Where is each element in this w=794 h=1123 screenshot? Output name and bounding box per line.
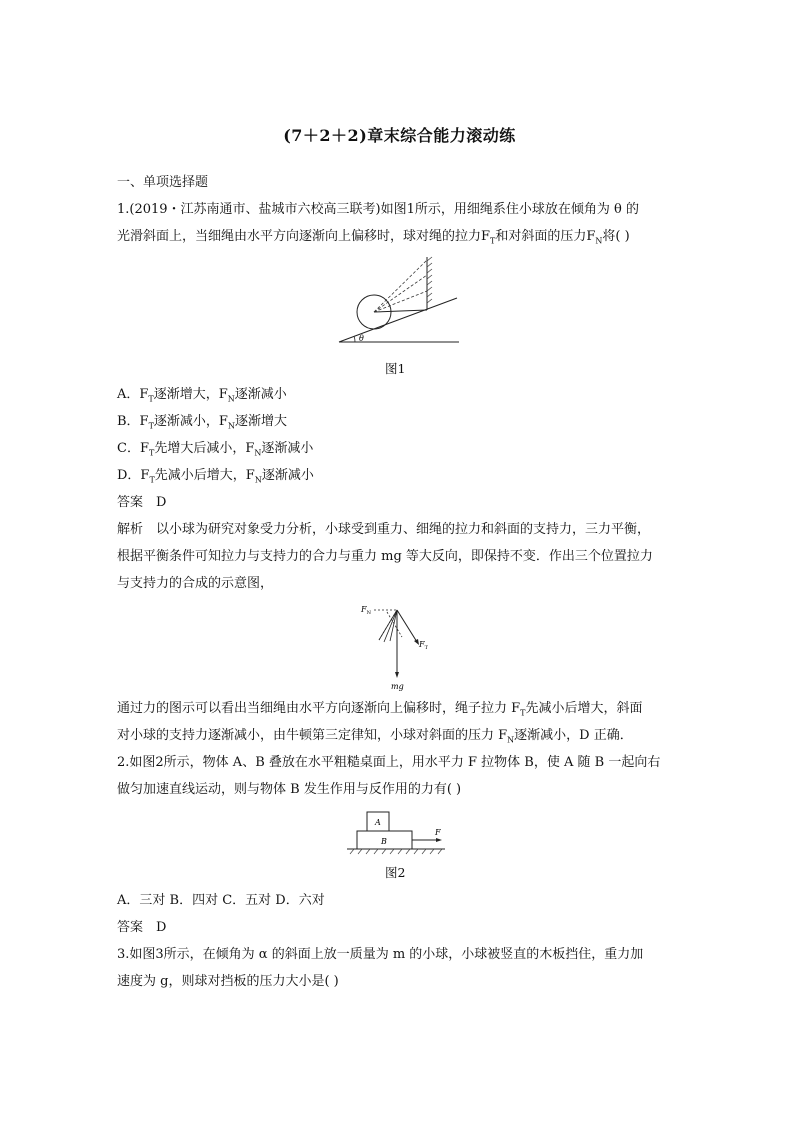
figure-1-caption: 图1 [385,361,406,376]
q1-analysis-1: 解析 以小球为研究对象受力分析，小球受到重力、细绳的拉力和斜面的支持力，三力平衡， [117,522,651,537]
block-a-label: A [375,818,381,827]
q2-line-2: 做匀加速直线运动，则与物体 B 发生作用与反作用的力有( ) [117,782,462,797]
q2-options: A．三对 B．四对 C．五对 D．六对 [117,893,325,908]
q3-line-2: 速度为 g，则球对挡板的压力大小是( ) [117,974,339,989]
q3-line-1: 3.如图3所示，在倾角为 α 的斜面上放一质量为 m 的小球，小球被竖直的木板挡住，重力加 [117,947,644,962]
q1-option-c: C．$F_T$先增大后减小，$F_N$逐渐减小 [117,441,314,458]
q1-analysis-4: 通过力的图示可以看出当细绳由水平方向逐渐向上偏移时，绳子拉力 $F_T$先减小后增大，斜面 [117,701,643,718]
block-b-label: B [381,837,387,846]
theta-label: θ [359,334,364,343]
q1-line-1: 1.(2019・江苏南通市、盐城市六校高三联考)如图1所示，用细绳系住小球放在倾角为 θ 的 [117,202,639,217]
q2-line-1: 2.如图2所示，物体 A、B 叠放在水平粗糙桌面上，用水平力 F 拉物体 B，使 A 随 B 一起向右 [117,755,661,770]
section-heading: 一、单项选择题 [117,175,209,190]
figure-2-blocks [347,808,447,856]
force-f-label: F [435,828,441,837]
force-fn-label: $F_N$ [361,605,371,616]
q1-option-a: A．$F_T$逐渐增大，$F_N$逐渐减小 [117,387,287,404]
q1-option-d: D．$F_T$先减小后增大，$F_N$逐渐减小 [117,468,314,485]
q1-option-b: B．$F_T$逐渐减小，$F_N$逐渐增大 [117,414,287,431]
force-ft-label: $F_T$ [419,640,428,651]
figure-force-diagram [357,602,437,692]
q2-answer: 答案 D [117,920,167,935]
figure-2-caption: 图2 [385,865,406,880]
q1-analysis-2: 根据平衡条件可知拉力与支持力的合力与重力 mg 等大反向，即保持不变．作出三个位置拉力 [117,549,653,564]
q1-line-2: 光滑斜面上，当细绳由水平方向逐渐向上偏移时，球对绳的拉力$F_T$和对斜面的压力$F_N$将( ) [117,229,630,246]
figure-1-slope-ball [337,255,462,350]
force-mg-label: mg [391,682,404,691]
q1-analysis-3: 与支持力的合成的示意图， [117,576,274,591]
q1-answer: 答案 D [117,495,167,510]
q1-analysis-5: 对小球的支持力逐渐减小，由牛顿第三定律知，小球对斜面的压力 $F_N$逐渐减小，D 正确． [117,728,633,745]
page-title: (7＋2＋2)章末综合能力滚动练 [283,126,516,145]
